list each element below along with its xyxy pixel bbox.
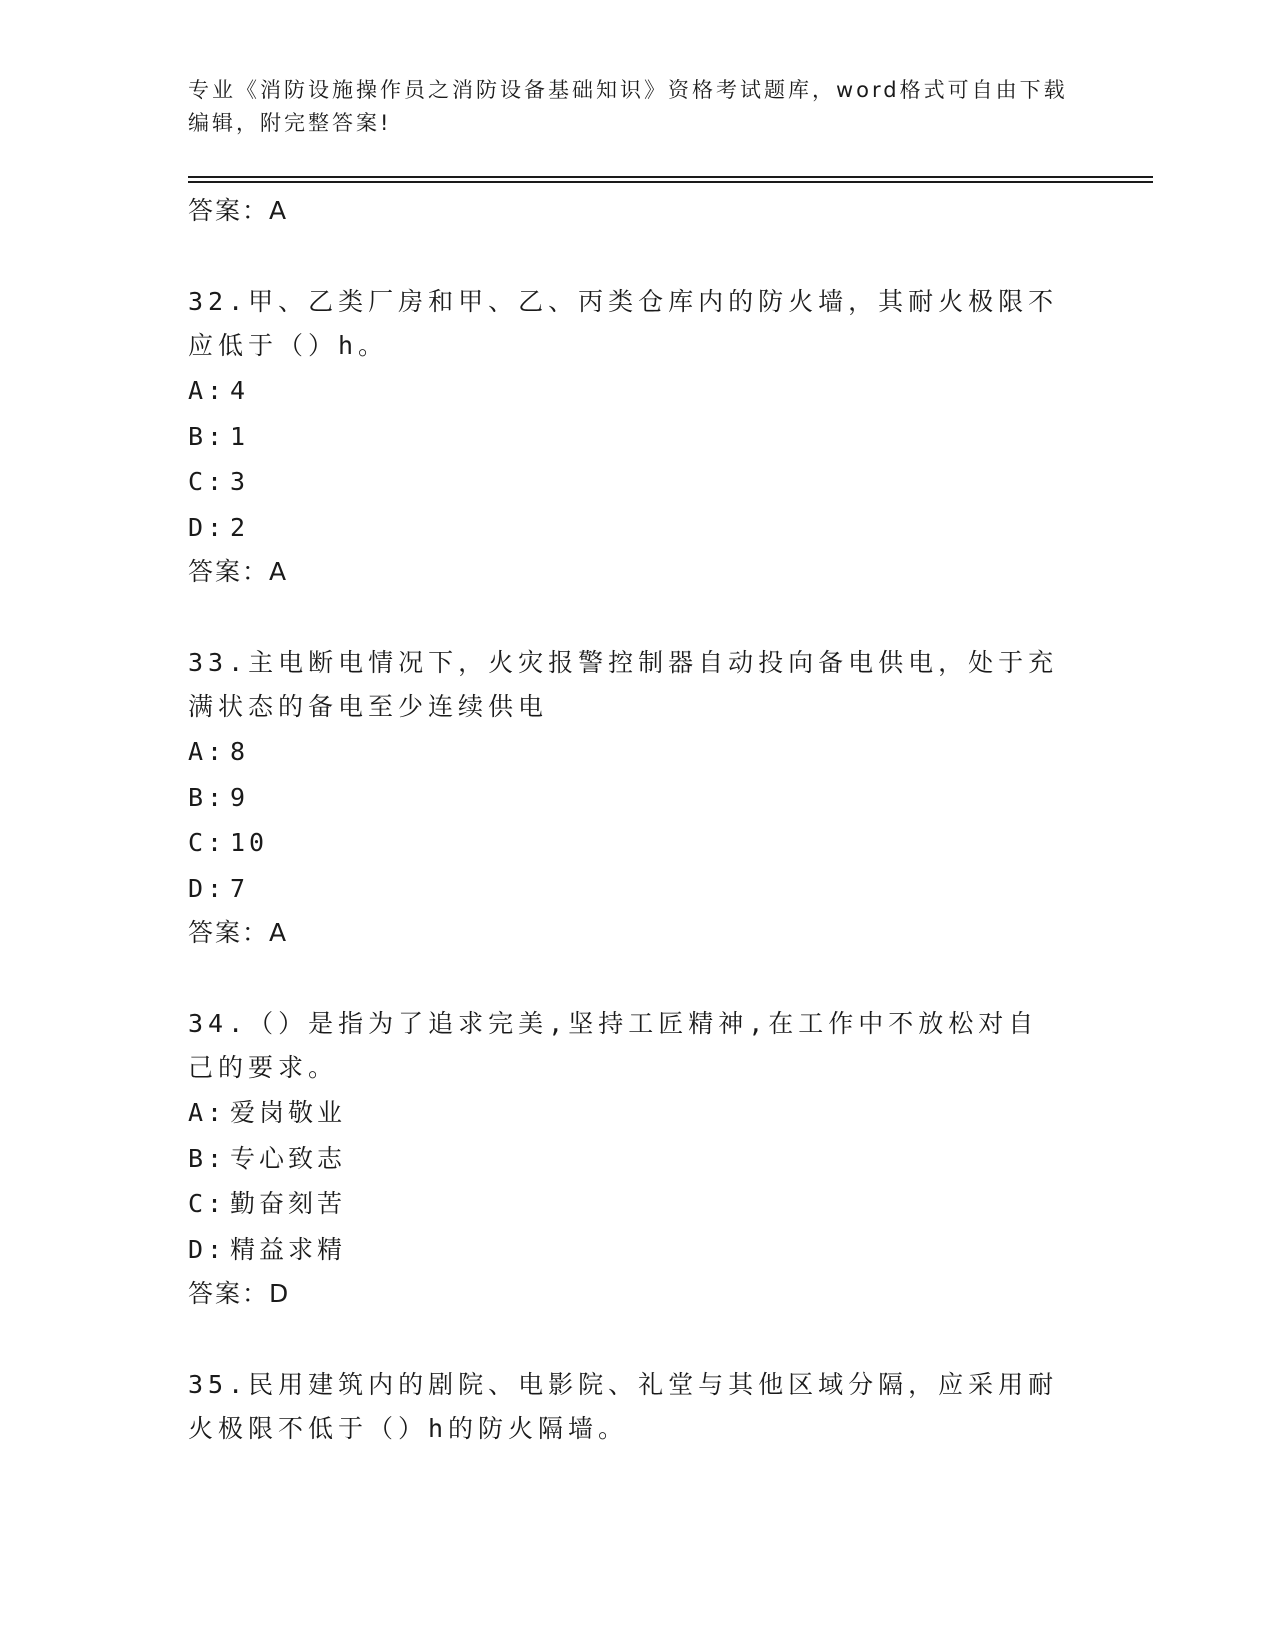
- option-d: [188, 505, 1068, 551]
- option-label: C:: [188, 828, 227, 857]
- answer-line: 答案：D: [188, 1279, 291, 1308]
- option-text: 1: [230, 421, 250, 451]
- question-stem: 32.甲、乙类厂房和甲、乙、丙类仓库内的防火墙，其耐火极限不应低于（）h。: [188, 287, 1059, 360]
- option-label: D:: [188, 1234, 227, 1264]
- option-a: [188, 1090, 1068, 1136]
- question-stem: 33.主电断电情况下，火灾报警控制器自动投向备电供电，处于充满状态的备电至少连续供电: [188, 648, 1059, 721]
- option-text: 3: [230, 467, 250, 496]
- option-a: [188, 729, 1068, 775]
- option-label: D:: [188, 873, 227, 903]
- option-text: 爱岗敬业: [230, 1098, 347, 1127]
- option-c: [188, 1181, 1068, 1227]
- answer-line: 答案：A: [188, 918, 289, 947]
- option-text: 10: [230, 828, 269, 857]
- header-rule-top: [188, 176, 1153, 178]
- option-d: [188, 866, 1068, 912]
- option-text: 2: [230, 512, 250, 542]
- option-text: 勤奋刻苦: [230, 1189, 347, 1218]
- option-label: C:: [188, 467, 227, 496]
- option-text: 专心致志: [230, 1143, 347, 1173]
- option-text: 4: [230, 376, 250, 405]
- question-stem: 34.（）是指为了追求完美,坚持工匠精神,在工作中不放松对自己的要求。: [188, 1009, 1039, 1082]
- option-text: 8: [230, 737, 250, 766]
- option-text: 精益求精: [230, 1234, 347, 1264]
- header-rule-bottom: [188, 181, 1153, 183]
- option-text: 9: [230, 782, 250, 812]
- document-header: [188, 74, 1068, 140]
- option-label: A:: [188, 737, 227, 766]
- header-text: 专业《消防设施操作员之消防设备基础知识》资格考试题库，word格式可自由下载编辑，附完整答案!: [188, 78, 1068, 135]
- option-label: B:: [188, 421, 227, 451]
- option-b: [188, 775, 1068, 821]
- option-b: [188, 414, 1068, 460]
- question-35: [188, 1363, 1068, 1451]
- option-label: B:: [188, 1143, 227, 1173]
- option-c: [188, 459, 1068, 505]
- option-a: [188, 368, 1068, 414]
- option-d: [188, 1227, 1068, 1273]
- option-text: 7: [230, 873, 250, 903]
- option-label: A:: [188, 1098, 227, 1127]
- question-32: [188, 280, 1068, 594]
- question-stem: 35.民用建筑内的剧院、电影院、礼堂与其他区域分隔，应采用耐火极限不低于（）h的防火隔墙。: [188, 1370, 1059, 1443]
- option-label: D:: [188, 512, 227, 542]
- option-label: B:: [188, 782, 227, 812]
- option-b: [188, 1136, 1068, 1182]
- question-34: [188, 1002, 1068, 1316]
- option-c: [188, 820, 1068, 866]
- question-33: [188, 641, 1068, 955]
- option-label: A:: [188, 376, 227, 405]
- answer-line: 答案：A: [188, 557, 289, 586]
- answer-line: 答案：A: [188, 196, 289, 225]
- option-label: C:: [188, 1189, 227, 1218]
- question-list: [188, 189, 1068, 1451]
